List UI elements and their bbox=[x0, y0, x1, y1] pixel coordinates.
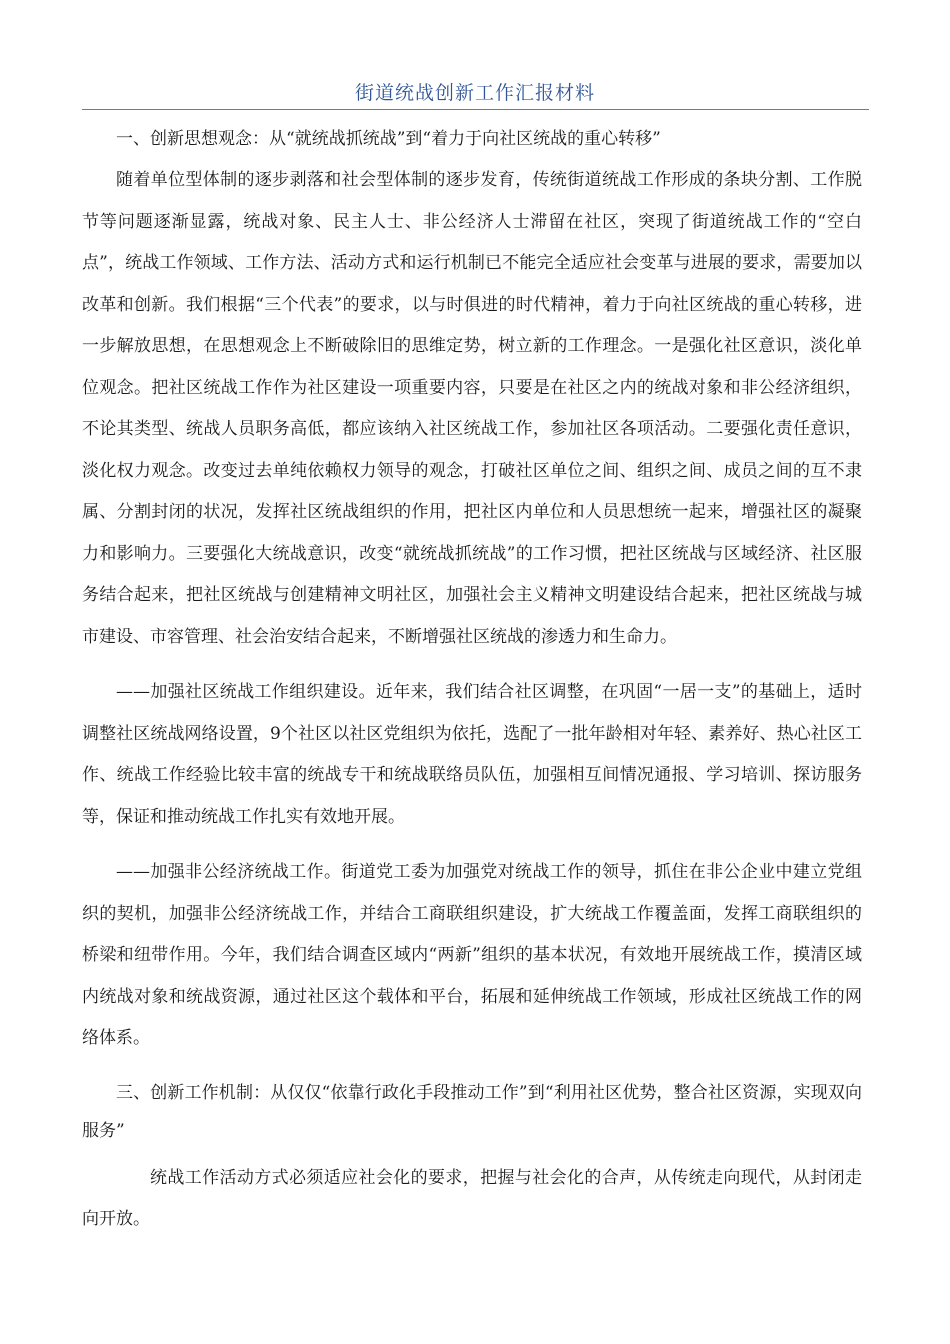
document-title: 街道统战创新工作汇报材料 bbox=[354, 82, 595, 104]
title-divider bbox=[82, 109, 869, 110]
section-heading-3: 三、创新工作机制：从仅仅“依靠行政化手段推动工作”到“利用社区优势，整合社区资源，实现双向服务” bbox=[82, 1082, 862, 1141]
document-body bbox=[82, 120, 862, 1241]
body-paragraph-4: 统战工作活动方式必须适应社会化的要求，把握与社会化的合声，从传统走向现代，从封闭走向开放。 bbox=[82, 1167, 862, 1229]
body-paragraph-1: 随着单位型体制的逐步剥落和社会型体制的逐步发育，传统街道统战工作形成的条块分割、工作脱节等问题逐渐显露，统战对象、民主人士、非公经济人士滞留在社区，突现了街道统战工作的“空白点”，统战工作领域、工作方法、活动方式和运行机制已不能完全适应社会变革与进展的要求，需要加以改革和创新。我们根据“三个代表”的要求，以与时俱进的时代精神，着力于向社区统战的重心转移，进一步解放思想，在思想观念上不断破除旧的思维定势，树立新的工作理念。一是强化社区意识，淡化单位观念。把社区统战工作作为社区建设一项重要内容，只要是在社区之内的统战对象和非公经济组织，不论其类型、统战人员职务高低，都应该纳入社区统战工作，参加社区各项活动。二要强化责任意识，淡化权力观念。改变过去单纯依赖权力领导的观念，打破社区单位之间、组织之间、成员之间的互不隶属、分割封闭的状况，发挥社区统战组织的作用，把社区内单位和人员思想统一起来，增强社区的凝聚力和影响力。三要强化大统战意识，改变“就统战抓统战”的工作习惯，把社区统战与区域经济、社区服务结合起来，把社区统战与创建精神文明社区，加强社会主义精神文明建设结合起来，把社区统战与城市建设、市容管理、社会治安结合起来，不断增强社区统战的渗透力和生命力。 bbox=[82, 170, 862, 647]
body-paragraph-2: ——加强社区统战工作组织建设。近年来，我们结合社区调整，在巩固“一居一支”的基础上，适时调整社区统战网络设置，9个社区以社区党组织为依托，选配了一批年龄相对年轻、素养好、热心社区工作、统战工作经验比较丰富的统战专干和统战联络员队伍，加强相互间情况通报、学习培训、探访服务等，保证和推动统战工作扎实有效地开展。 bbox=[82, 682, 862, 827]
section-heading-1: 一、创新思想观念：从“就统战抓统战”到“着力于向社区统战的重心转移” bbox=[116, 129, 661, 149]
body-paragraph-3: ——加强非公经济统战工作。街道党工委为加强党对统战工作的领导，抓住在非公企业中建立党组织的契机，加强非公经济统战工作，并结合工商联组织建设，扩大统战工作覆盖面，发挥工商联组织的桥梁和纽带作用。今年，我们结合调查区域内“两新”组织的基本状况，有效地开展统战工作，摸清区域内统战对象和统战资源，通过社区这个载体和平台，拓展和延伸统战工作领域，形成社区统战工作的网络体系。 bbox=[82, 862, 862, 1048]
